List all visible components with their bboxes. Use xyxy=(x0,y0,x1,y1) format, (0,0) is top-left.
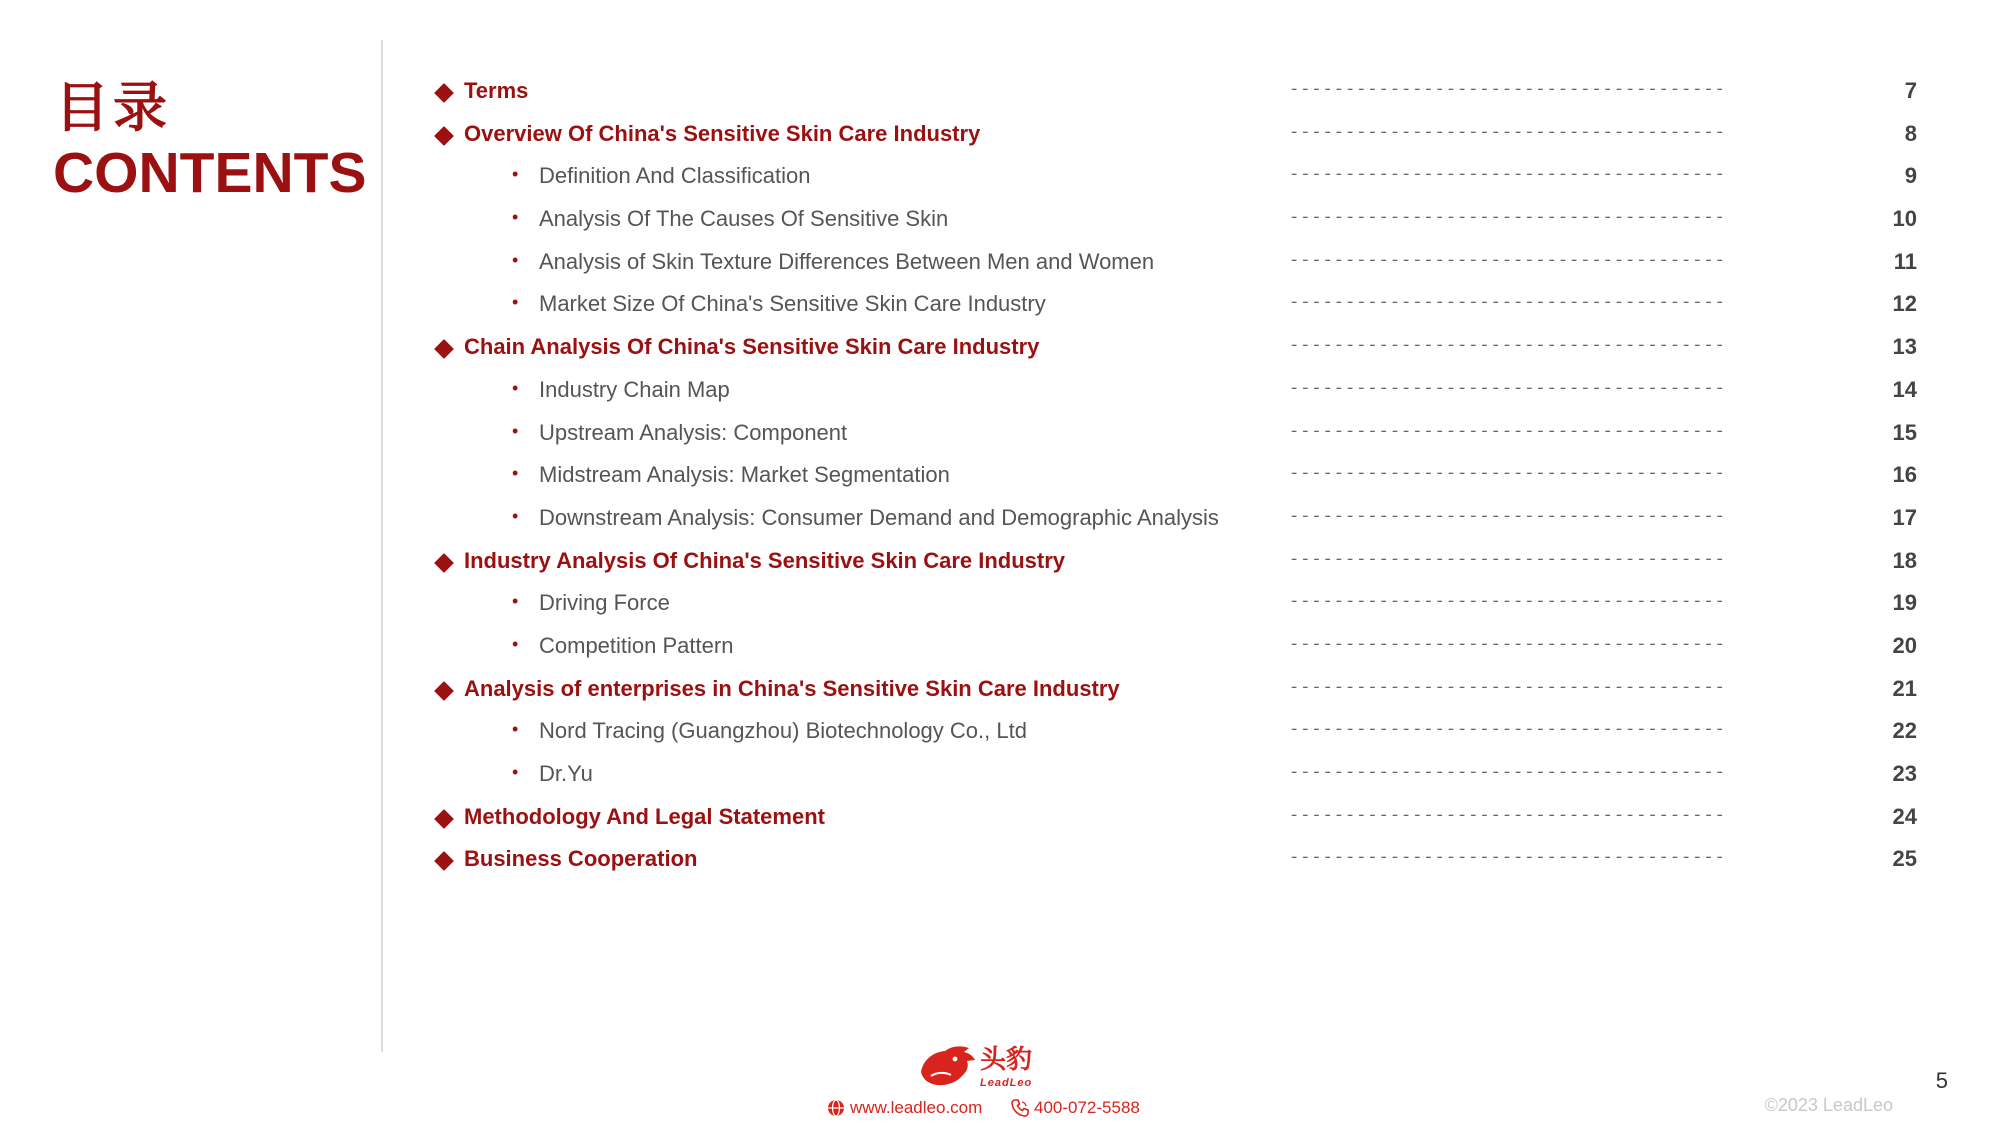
toc-page-number: 25 xyxy=(1892,846,1917,872)
dot-bullet-icon: • xyxy=(512,377,519,398)
toc-leader: --------------------------------------- xyxy=(1289,379,1726,399)
toc-leader: --------------------------------------- xyxy=(1289,849,1726,869)
dot-bullet-icon: • xyxy=(512,292,519,313)
toc-label: Analysis Of The Causes Of Sensitive Skin xyxy=(539,206,949,232)
toc-section[interactable] xyxy=(437,74,1917,117)
dot-bullet-icon: • xyxy=(512,207,519,228)
toc-page-number: 16 xyxy=(1892,462,1917,488)
toc-page-number: 24 xyxy=(1892,803,1917,829)
toc-label: Chain Analysis Of China's Sensitive Skin Care Industry xyxy=(464,334,1040,360)
toc-page-number: 11 xyxy=(1893,248,1917,274)
phone-link[interactable] xyxy=(1010,1096,1140,1120)
diamond-bullet-icon xyxy=(434,83,454,103)
toc-page-number: 23 xyxy=(1892,761,1917,786)
toc-leader: --------------------------------------- xyxy=(1289,721,1726,741)
copyright: ©2023 LeadLeo xyxy=(1764,1095,1893,1115)
vertical-divider xyxy=(381,40,383,1052)
toc-label: Terms xyxy=(464,78,529,103)
toc-section[interactable] xyxy=(437,330,1917,373)
dot-bullet-icon: • xyxy=(512,463,519,484)
dot-bullet-icon: • xyxy=(512,591,519,612)
toc-page-number: 13 xyxy=(1892,334,1917,360)
toc-leader: --------------------------------------- xyxy=(1289,806,1726,826)
toc-leader: --------------------------------------- xyxy=(1289,678,1726,698)
toc-leader: --------------------------------------- xyxy=(1289,465,1726,485)
toc-label: Definition And Classification xyxy=(539,163,811,189)
page-number: 5 xyxy=(1935,1068,1948,1093)
toc-label: Competition Pattern xyxy=(539,632,734,658)
phone-text: 400-072-5588 xyxy=(1034,1098,1140,1117)
toc-page-number: 8 xyxy=(1904,120,1917,146)
toc-leader: --------------------------------------- xyxy=(1289,81,1726,100)
toc-subsection[interactable] xyxy=(437,202,1917,245)
toc-label: Industry Chain Map xyxy=(539,376,730,402)
title-chinese: 目录 xyxy=(55,76,171,139)
dot-bullet-icon: • xyxy=(512,420,519,441)
toc-subsection[interactable] xyxy=(437,714,1917,757)
toc-page-number: 18 xyxy=(1892,547,1917,573)
diamond-bullet-icon xyxy=(434,851,454,871)
phone-icon xyxy=(1010,1098,1030,1118)
website-link[interactable] xyxy=(826,1096,982,1120)
diamond-bullet-icon xyxy=(434,339,454,359)
toc-label: Dr.Yu xyxy=(539,761,593,786)
toc-section[interactable] xyxy=(437,544,1917,587)
toc-label: Nord Tracing (Guangzhou) Biotechnology Co., Ltd xyxy=(539,718,1027,744)
toc-label: Analysis of enterprises in China's Sensitive Skin Care Industry xyxy=(464,675,1120,701)
dot-bullet-icon: • xyxy=(512,719,519,740)
dot-bullet-icon: • xyxy=(512,164,519,185)
dot-bullet-icon: • xyxy=(512,505,519,526)
toc-subsection[interactable] xyxy=(437,159,1917,202)
toc-subsection[interactable] xyxy=(437,501,1917,544)
toc-leader: --------------------------------------- xyxy=(1289,294,1726,314)
toc-page-number: 21 xyxy=(1892,675,1917,701)
dot-bullet-icon: • xyxy=(512,249,519,270)
toc-subsection[interactable] xyxy=(437,287,1917,330)
diamond-bullet-icon xyxy=(434,809,454,829)
toc-page-number: 9 xyxy=(1904,163,1917,189)
logo-chinese-text: 头豹 xyxy=(980,1045,1033,1075)
toc-subsection[interactable] xyxy=(437,629,1917,672)
toc-label: Analysis of Skin Texture Differences Between Men and Women xyxy=(539,248,1155,274)
toc-page-number: 15 xyxy=(1892,419,1917,445)
toc-leader: --------------------------------------- xyxy=(1289,251,1726,271)
toc-leader: --------------------------------------- xyxy=(1289,337,1726,357)
toc-subsection[interactable] xyxy=(437,458,1917,501)
diamond-bullet-icon xyxy=(434,553,454,573)
table-of-contents xyxy=(437,74,1917,885)
toc-page-number: 7 xyxy=(1904,78,1917,103)
website-text: www.leadleo.com xyxy=(850,1098,983,1117)
diamond-bullet-icon xyxy=(434,126,454,146)
toc-leader: --------------------------------------- xyxy=(1289,550,1726,570)
toc-label: Methodology And Legal Statement xyxy=(464,803,825,829)
toc-subsection[interactable] xyxy=(437,245,1917,288)
toc-subsection[interactable] xyxy=(437,586,1917,629)
toc-subsection[interactable] xyxy=(437,416,1917,459)
dot-bullet-icon: • xyxy=(512,762,519,782)
toc-page-number: 12 xyxy=(1892,291,1917,317)
dot-bullet-icon: • xyxy=(512,633,519,654)
toc-label: Driving Force xyxy=(539,590,670,616)
toc-label: Industry Analysis Of China's Sensitive Skin Care Industry xyxy=(464,547,1066,573)
toc-subsection[interactable] xyxy=(437,373,1917,416)
toc-leader: --------------------------------------- xyxy=(1289,123,1726,143)
toc-label: Upstream Analysis: Component xyxy=(539,419,848,445)
toc-page-number: 10 xyxy=(1892,206,1917,232)
toc-section[interactable] xyxy=(437,842,1917,885)
toc-page-number: 19 xyxy=(1892,590,1917,616)
toc-leader: --------------------------------------- xyxy=(1289,422,1726,442)
toc-section[interactable] xyxy=(437,117,1917,160)
toc-page-number: 20 xyxy=(1892,632,1917,658)
toc-leader: --------------------------------------- xyxy=(1289,209,1726,229)
toc-leader: --------------------------------------- xyxy=(1289,593,1726,613)
toc-label: Overview Of China's Sensitive Skin Care Industry xyxy=(464,120,981,146)
logo-english-text: LeadLeo xyxy=(980,1077,1033,1089)
toc-page-number: 14 xyxy=(1892,376,1917,402)
toc-label: Market Size Of China's Sensitive Skin Care Industry xyxy=(539,291,1046,317)
toc-label: Downstream Analysis: Consumer Demand and Demographic Analysis xyxy=(539,504,1219,530)
toc-leader: --------------------------------------- xyxy=(1289,635,1726,655)
toc-page-number: 22 xyxy=(1892,718,1917,744)
diamond-bullet-icon xyxy=(434,681,454,701)
toc-subsection[interactable] xyxy=(437,757,1917,800)
toc-label: Business Cooperation xyxy=(464,846,698,872)
toc-leader: --------------------------------------- xyxy=(1289,507,1726,527)
toc-section[interactable] xyxy=(437,800,1917,843)
toc-label: Midstream Analysis: Market Segmentation xyxy=(539,462,950,488)
title-english: CONTENTS xyxy=(53,141,367,205)
toc-page-number: 17 xyxy=(1892,504,1917,530)
toc-leader: --------------------------------------- xyxy=(1289,166,1726,186)
toc-leader: --------------------------------------- xyxy=(1289,764,1726,783)
globe-icon xyxy=(826,1098,846,1118)
toc-section[interactable] xyxy=(437,672,1917,715)
